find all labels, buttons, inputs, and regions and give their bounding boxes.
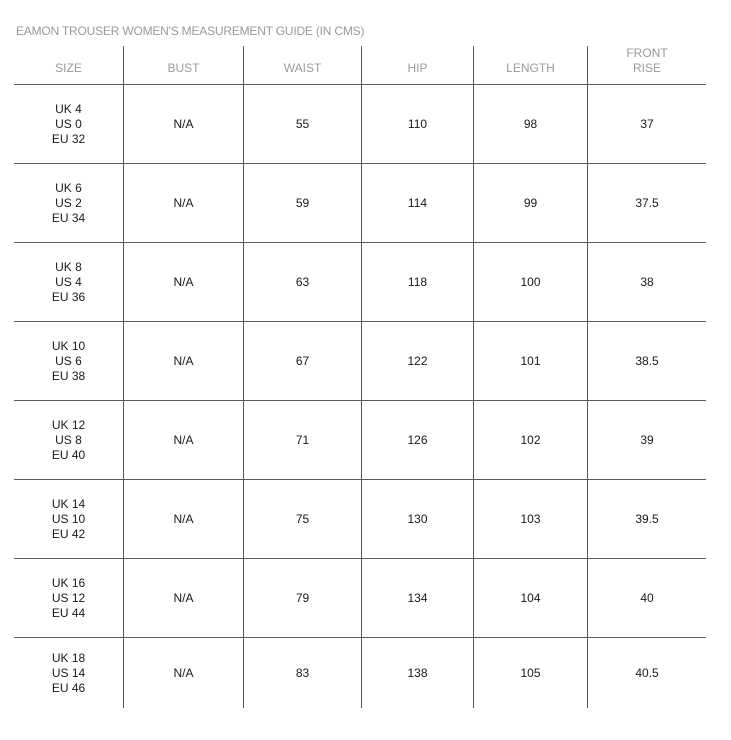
waist-cell: 59 — [244, 164, 362, 242]
size-eu: EU 32 — [51, 131, 86, 146]
size-eu: EU 36 — [51, 289, 86, 304]
size-eu: EU 46 — [51, 680, 86, 695]
hip-cell: 130 — [362, 480, 474, 558]
hip-cell: 122 — [362, 322, 474, 400]
waist-cell: 67 — [244, 322, 362, 400]
header-hip: HIP — [362, 46, 474, 84]
size-uk: UK 4 — [55, 101, 82, 116]
hip-cell: 134 — [362, 559, 474, 637]
table-row — [14, 638, 706, 708]
length-cell: 103 — [474, 480, 588, 558]
size-cell — [14, 559, 124, 637]
header-bust: BUST — [124, 46, 244, 84]
size-us: US 8 — [55, 432, 82, 447]
size-uk: UK 10 — [51, 338, 86, 353]
front-rise-cell: 39 — [640, 432, 654, 447]
table-row — [14, 401, 706, 480]
length-cell: 100 — [474, 243, 588, 321]
table-row — [14, 85, 706, 164]
waist-cell: 83 — [244, 638, 362, 708]
size-us: US 14 — [51, 665, 86, 680]
header-length: LENGTH — [474, 46, 588, 84]
length-cell: 101 — [474, 322, 588, 400]
waist-cell: 79 — [244, 559, 362, 637]
size-us: US 0 — [55, 116, 82, 131]
length-cell: 104 — [474, 559, 588, 637]
table-row — [14, 559, 706, 638]
bust-cell: N/A — [124, 243, 244, 321]
table-header-row — [14, 46, 706, 85]
size-us: US 4 — [55, 274, 82, 289]
bust-cell: N/A — [124, 322, 244, 400]
hip-cell: 118 — [362, 243, 474, 321]
table-row — [14, 243, 706, 322]
bust-cell: N/A — [124, 480, 244, 558]
front-rise-cell: 38.5 — [635, 353, 659, 368]
hip-cell: 126 — [362, 401, 474, 479]
length-cell: 98 — [474, 85, 588, 163]
size-eu: EU 42 — [51, 526, 86, 541]
page-title: EAMON TROUSER WOMEN'S MEASUREMENT GUIDE (IN CMS) — [16, 24, 365, 38]
size-cell — [14, 243, 124, 321]
header-size: SIZE — [14, 46, 124, 84]
size-uk: UK 12 — [51, 417, 86, 432]
waist-cell: 63 — [244, 243, 362, 321]
header-front-rise — [588, 46, 706, 84]
measurement-table — [14, 46, 706, 708]
size-uk: UK 16 — [51, 575, 86, 590]
bust-cell: N/A — [124, 638, 244, 708]
front-rise-cell: 38 — [640, 274, 654, 289]
length-cell: 99 — [474, 164, 588, 242]
front-rise-cell: 40.5 — [635, 665, 659, 680]
front-rise-cell: 40 — [640, 590, 654, 605]
bust-cell: N/A — [124, 164, 244, 242]
size-us: US 2 — [55, 195, 82, 210]
size-cell — [14, 85, 124, 163]
size-uk: UK 14 — [51, 496, 86, 511]
table-row — [14, 164, 706, 243]
size-cell — [14, 164, 124, 242]
table-row — [14, 480, 706, 559]
header-front-rise-line1: FRONT — [626, 46, 668, 60]
bust-cell: N/A — [124, 401, 244, 479]
size-cell — [14, 638, 124, 708]
size-uk: UK 6 — [55, 180, 82, 195]
table-row — [14, 322, 706, 401]
size-cell — [14, 322, 124, 400]
waist-cell: 71 — [244, 401, 362, 479]
size-uk: UK 8 — [55, 259, 82, 274]
front-rise-cell: 37 — [640, 116, 654, 131]
size-eu: EU 44 — [51, 605, 86, 620]
size-uk: UK 18 — [51, 650, 86, 665]
size-eu: EU 34 — [51, 210, 86, 225]
size-us: US 10 — [51, 511, 86, 526]
size-cell — [14, 401, 124, 479]
length-cell: 102 — [474, 401, 588, 479]
header-waist: WAIST — [244, 46, 362, 84]
size-eu: EU 40 — [51, 447, 86, 462]
size-us: US 12 — [51, 590, 86, 605]
hip-cell: 114 — [362, 164, 474, 242]
bust-cell: N/A — [124, 559, 244, 637]
waist-cell: 75 — [244, 480, 362, 558]
hip-cell: 138 — [362, 638, 474, 708]
header-front-rise-line2: RISE — [632, 61, 661, 75]
length-cell: 105 — [474, 638, 588, 708]
size-cell — [14, 480, 124, 558]
hip-cell: 110 — [362, 85, 474, 163]
bust-cell: N/A — [124, 85, 244, 163]
waist-cell: 55 — [244, 85, 362, 163]
front-rise-cell: 37.5 — [635, 195, 659, 210]
front-rise-cell: 39.5 — [635, 511, 659, 526]
size-eu: EU 38 — [51, 368, 86, 383]
size-us: US 6 — [55, 353, 82, 368]
